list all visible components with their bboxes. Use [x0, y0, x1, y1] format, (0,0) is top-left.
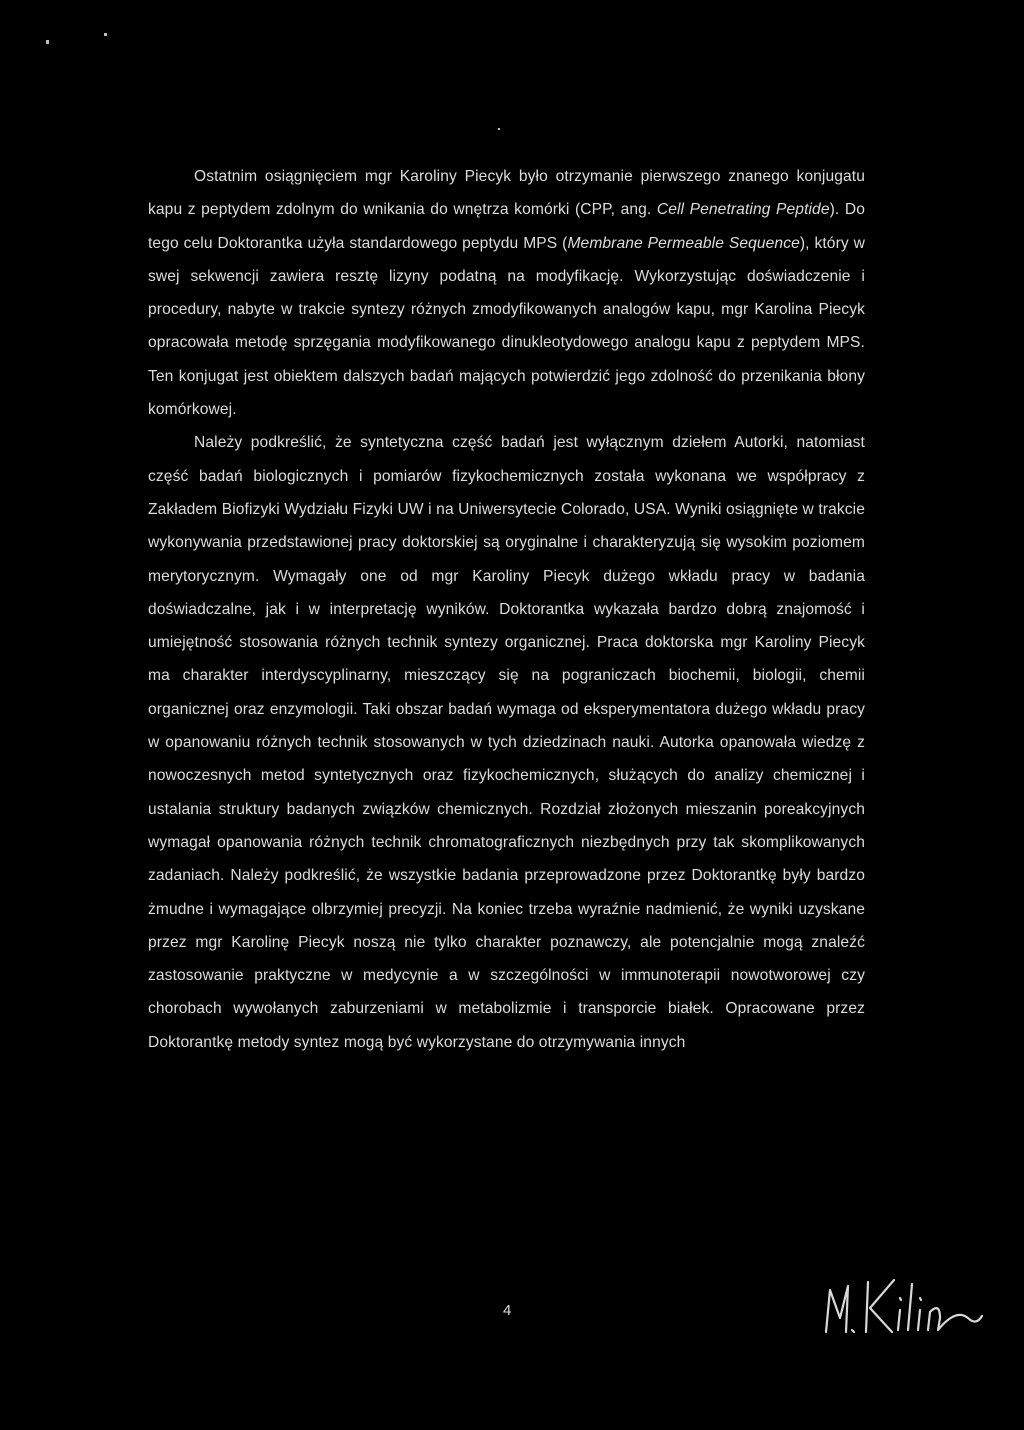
body-text	[148, 160, 865, 1059]
text-run: ). Do tego celu Doktorantka użyła standardowego peptydu MPS (	[148, 201, 865, 252]
signature-image	[816, 1268, 988, 1340]
text-run: Należy podkreślić, że syntetyczna część badań jest wyłącznym dziełem Autorki, natomiast część badań biologicznych i pomiarów fizykochemicznych została wykonana we współpracy z Zakładem Biofizyki Wydziału Fizyki UW i na Uniwersytecie Colorado, USA. Wyniki osiągnięte w trakcie wykonywania przedstawionej pracy doktorskiej są oryginalne i charakteryzują się wysokim poziomem merytorycznym. Wymagały one od mgr Karoliny Piecyk dużego wkładu pracy w badania doświadczalne, jak i w interpretację wyników. Doktorantka wykazała bardzo dobrą znajomość i umiejętność stosowania różnych technik syntezy organicznej. Praca doktorska mgr Karoliny Piecyk ma charakter interdyscyplinarny, mieszczący się na pograniczach biochemii, biologii, chemii organicznej oraz enzymologii. Taki obszar badań wymaga od eksperymentatora dużego wkładu pracy w opanowaniu różnych technik stosowanych w tych dziedzinach nauki. Autorka opanowała wiedzę z nowoczesnych metod syntetycznych oraz fizykochemicznych, służących do analizy chemicznej i ustalania struktury badanych związków chemicznych. Rozdział złożonych mieszanin poreakcyjnych wymagał opanowania różnych technik chromatograficznych niezbędnych przy tak skomplikowanych zadaniach. Należy podkreślić, że wszystkie badania przeprowadzone przez Doktorantkę były bardzo żmudne i wymagające olbrzymiej precyzji. Na koniec trzeba wyraźnie nadmienić, że wyniki uzyskane przez mgr Karolinę Piecyk noszą nie tylko charakter poznawczy, ale potencjalnie mogą znaleźć zastosowanie praktyczne w medycynie a w szczególności w immunoterapii nowotworowej czy chorobach wywołanych zaburzeniami w metabolizmie i transporcie białek. Opracowane przez Doktorantkę metody syntez mogą być wykorzystane do otrzymywania innych	[148, 434, 865, 1051]
paragraph	[148, 426, 865, 1059]
italic-term: Membrane Permeable Sequence	[567, 234, 800, 252]
scan-speck	[46, 40, 49, 44]
paragraph	[148, 160, 865, 426]
text-run: ), który w swej sekwencji zawiera resztę lizyny podatną na modyfikację. Wykorzystując doświadczenie i procedury, nabyte w trakcie syntezy różnych zmodyfikowanych analogów kapu, mgr Karolina Piecyk opracowała metodę sprzęgania modyfikowanego dinukleotydowego analogu kapu z peptydem MPS. Ten konjugat jest obiektem dalszych badań mających potwierdzić jego zdolność do przenikania błony komórkowej.	[148, 234, 865, 419]
page-number: 4	[503, 1302, 512, 1319]
scan-speck	[104, 33, 107, 36]
italic-term: Cell Penetrating Peptide	[656, 201, 830, 219]
scan-speck	[498, 128, 500, 130]
text-run: Ostatnim osiągnięciem mgr Karoliny Piecyk było otrzymanie pierwszego znanego konjugatu kapu z peptydem zdolnym do wnikania do wnętrza komórki (CPP, ang.	[148, 168, 865, 219]
